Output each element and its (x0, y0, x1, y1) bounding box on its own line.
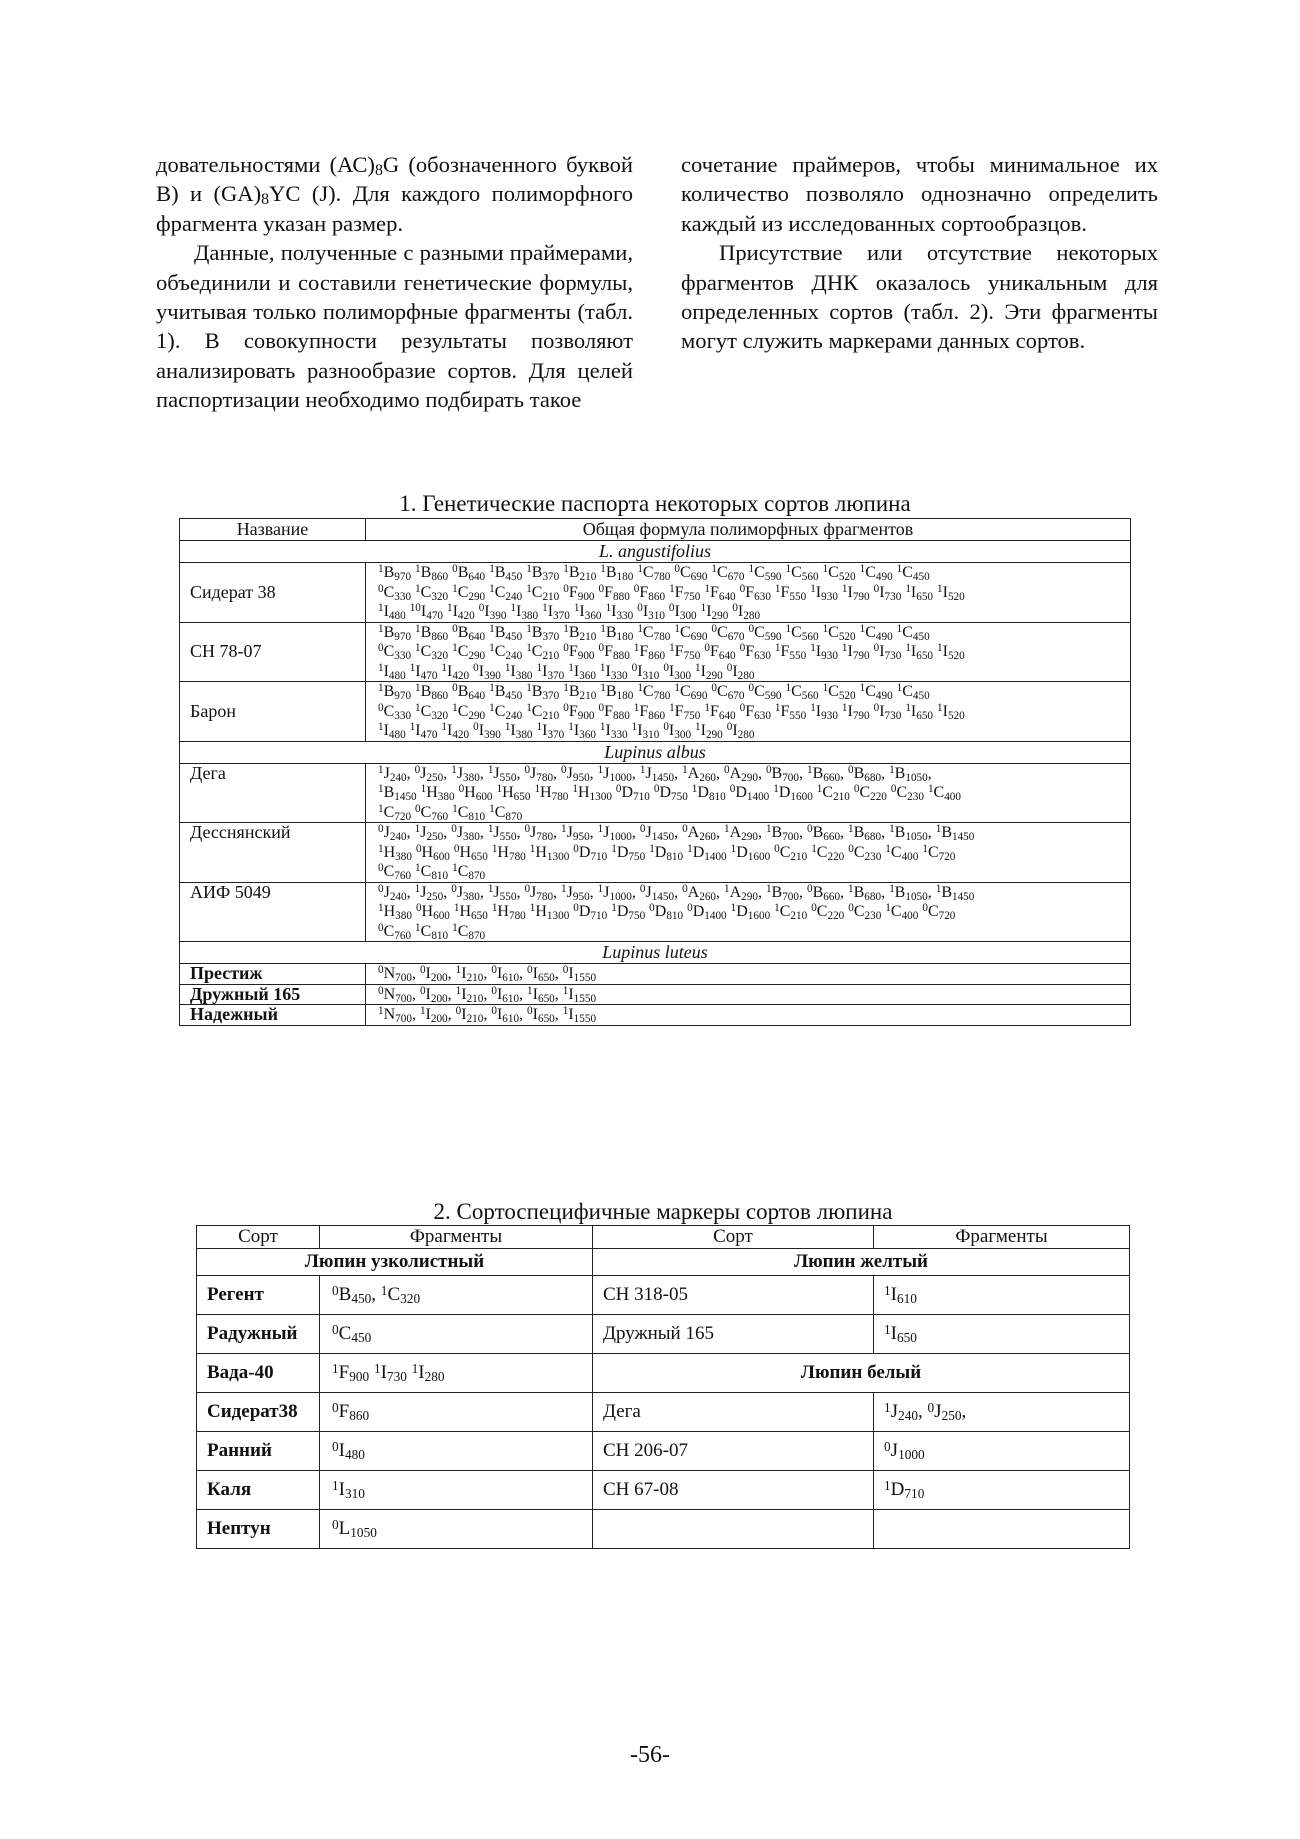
formula-line: $^0N_{700}$, $^0I_{200}$, $^1I_{210}$, $^0I_{610}$, $^1I_{650}$, $^1I_{1550}$ (378, 984, 597, 1005)
cultivar-name: Десснянский (180, 823, 366, 883)
table-header-row (180, 519, 1131, 541)
genetic-formula (366, 622, 1131, 682)
marker-fragments: 1J240, 0J250, (874, 1393, 1130, 1432)
cultivar-name: Престиж (180, 964, 366, 985)
formula-line: $^0C_{760}$ $^1C_{810}$ $^1C_{870}$ (378, 862, 486, 882)
cultivar-name: Дружный 165 (180, 984, 366, 1005)
paragraph: довательностями $(АС)_8G$ (обозначенного буквой В) и $(GA)_8YC$ (J). Для каждого полиморфного фрагмента указан размер. (156, 152, 633, 236)
right-column (681, 150, 1158, 415)
cultivar-markers-table (196, 1225, 1130, 1549)
species-section-row (180, 541, 1131, 563)
table-row (197, 1276, 1130, 1315)
species-name: Lupinus luteus (180, 942, 1131, 964)
cultivar-name: Дега (180, 763, 366, 823)
species-section-row (180, 741, 1131, 763)
table-row (180, 823, 1131, 883)
formula-line: $^0C_{330}$ $^1C_{320}$ $^1C_{290}$ $^1C_{240}$ $^1C_{210}$ $^0F_{900}$ $^0F_{880}$ $^0F_{860}$ $^1F_{750}$ $^1F_{640}$ $^0F_{630}$ $^1F_{550}$ $^1I_{930}$ $^1I_{790}$ $^0I_{730}$ $^1I_{650}$ $^1I_{520}$ (378, 582, 965, 603)
cultivar-name: СН 78-07 (180, 622, 366, 682)
formula-line: $^1I_{480}$ $^{10}I_{470}$ $^1I_{420}$ $^0I_{390}$ $^1I_{380}$ $^1I_{370}$ $^1I_{360}$ $^1I_{330}$ $^0I_{310}$ $^0I_{300}$ $^1I_{290}$ $^0I_{280}$ (378, 602, 761, 622)
marker-fragments: 1I310 (320, 1471, 593, 1510)
column-header: Фрагменты (874, 1226, 1130, 1249)
table-row (180, 563, 1131, 623)
table-row (180, 622, 1131, 682)
table-row (180, 763, 1131, 823)
formula-line: $^1J_{240}$, $^0J_{250}$, $^1J_{380}$, $^1J_{550}$, $^0J_{780}$, $^0J_{950}$, $^1J_{1000}$, $^1J_{1450}$, $^1A_{260}$, $^0A_{290}$, $^0B_{700}$, $^1B_{660}$, $^0B_{680}$, $^1B_{1050}$, (378, 763, 932, 784)
left-column (156, 150, 633, 415)
species-name: Lupinus albus (180, 741, 1131, 763)
marker-fragments: 0B450, 1C320 (320, 1276, 593, 1315)
cultivar-name: Дружный 165 (593, 1315, 874, 1354)
table1-caption: 1. Генетические паспорта некоторых сортов люпина (399, 491, 911, 516)
marker-fragments: 0L1050 (320, 1510, 593, 1549)
genetic-formula (366, 763, 1131, 823)
column-header: Общая формула полиморфных фрагментов (366, 519, 1131, 541)
column-header: Фрагменты (320, 1226, 593, 1249)
genetic-formula (366, 1005, 1131, 1026)
table-row (197, 1315, 1130, 1354)
cultivar-name: Радужный (197, 1315, 320, 1354)
genetic-passports-table (179, 518, 1131, 1026)
genetic-formula (366, 563, 1131, 623)
table-row (180, 984, 1131, 1005)
species-section-row (180, 942, 1131, 964)
formula-line: $^0J_{240}$, $^1J_{250}$, $^0J_{380}$, $^1J_{550}$, $^0J_{780}$, $^1J_{950}$, $^1J_{1000}$, $^0J_{1450}$, $^0A_{260}$, $^1A_{290}$, $^1B_{700}$, $^0B_{660}$, $^1B_{680}$, $^1B_{1050}$, $^1B_{1450}$ (378, 882, 975, 903)
genetic-formula (366, 823, 1131, 883)
formula-line: $^0C_{760}$ $^1C_{810}$ $^1C_{870}$ (378, 921, 486, 942)
marker-fragments: 1I650 (874, 1315, 1130, 1354)
table-header-row (197, 1226, 1130, 1249)
cultivar-name: СН 67-08 (593, 1471, 874, 1510)
column-header: Сорт (197, 1226, 320, 1249)
genetic-formula (366, 964, 1131, 985)
paragraph: Присутствие или отсутствие некоторых фрагментов ДНК оказалось уникальным для определенных сортов (табл. 2). Эти фрагменты могут служить маркерами данных сортов. (681, 240, 1158, 354)
formula-line: $^0J_{240}$, $^1J_{250}$, $^0J_{380}$, $^1J_{550}$, $^0J_{780}$, $^1J_{950}$, $^1J_{1000}$, $^0J_{1450}$, $^0A_{260}$, $^1A_{290}$, $^1B_{700}$, $^0B_{660}$, $^1B_{680}$, $^1B_{1050}$, $^1B_{1450}$ (378, 823, 975, 843)
formula-line: $^1H_{380}$ $^0H_{600}$ $^0H_{650}$ $^1H_{780}$ $^1H_{1300}$ $^0D_{710}$ $^1D_{750}$ $^1D_{810}$ $^1D_{1400}$ $^1D_{1600}$ $^0C_{210}$ $^1C_{220}$ $^0C_{230}$ $^1C_{400}$ $^1C_{720}$ (378, 842, 956, 863)
cultivar-name: Барон (180, 682, 366, 742)
section-row (197, 1249, 1130, 1276)
table-body (197, 1249, 1130, 1549)
genetic-formula (366, 984, 1131, 1005)
cultivar-name: Нептун (197, 1510, 320, 1549)
column-header: Название (180, 519, 366, 541)
marker-fragments: 0C450 (320, 1315, 593, 1354)
cultivar-name: Сидерат 38 (180, 563, 366, 623)
formula-line: $^0N_{700}$, $^0I_{200}$, $^1I_{210}$, $^0I_{610}$, $^0I_{650}$, $^0I_{1550}$ (378, 964, 597, 984)
paragraph: сочетание праймеров, чтобы минимальное их количество позволяло однозначно определить каждый из исследованных сортообразцов. (681, 152, 1158, 236)
formula-line: $^1I_{480}$ $^1I_{470}$ $^1I_{420}$ $^0I_{390}$ $^1I_{380}$ $^1I_{370}$ $^1I_{360}$ $^1I_{330}$ $^0I_{310}$ $^0I_{300}$ $^1I_{290}$ $^0I_{280}$ (378, 661, 755, 682)
table-row (180, 682, 1131, 742)
body-text (156, 150, 1158, 415)
marker-fragments: 1D710 (874, 1471, 1130, 1510)
cultivar-name: Надежный (180, 1005, 366, 1026)
formula-line: $^0C_{330}$ $^1C_{320}$ $^1C_{290}$ $^1C_{240}$ $^1C_{210}$ $^0F_{900}$ $^0F_{880}$ $^1F_{860}$ $^1F_{750}$ $^0F_{640}$ $^0F_{630}$ $^1F_{550}$ $^1I_{930}$ $^1I_{790}$ $^0I_{730}$ $^1I_{650}$ $^1I_{520}$ (378, 642, 965, 662)
formula-line: $^1B_{970}$ $^1B_{860}$ $^0B_{640}$ $^1B_{450}$ $^1B_{370}$ $^1B_{210}$ $^1B_{180}$ $^1C_{780}$ $^0C_{690}$ $^1C_{670}$ $^1C_{590}$ $^1C_{560}$ $^1C_{520}$ $^1C_{490}$ $^1C_{450}$ (378, 563, 930, 583)
cultivar-name: АИФ 5049 (180, 882, 366, 942)
formula-line: $^1B_{970}$ $^1B_{860}$ $^0B_{640}$ $^1B_{450}$ $^1B_{370}$ $^1B_{210}$ $^1B_{180}$ $^1C_{780}$ $^1C_{690}$ $^0C_{670}$ $^0C_{590}$ $^1C_{560}$ $^1C_{520}$ $^1C_{490}$ $^1C_{450}$ (378, 682, 930, 702)
formula-line: $^1B_{970}$ $^1B_{860}$ $^0B_{640}$ $^1B_{450}$ $^1B_{370}$ $^1B_{210}$ $^1B_{180}$ $^1C_{780}$ $^1C_{690}$ $^0C_{670}$ $^0C_{590}$ $^1C_{560}$ $^1C_{520}$ $^1C_{490}$ $^1C_{450}$ (378, 622, 930, 643)
formula-line: $^1B_{1450}$ $^1H_{380}$ $^0H_{600}$ $^1H_{650}$ $^1H_{780}$ $^1H_{1300}$ $^0D_{710}$ $^0D_{750}$ $^1D_{810}$ $^0D_{1400}$ $^1D_{1600}$ $^1C_{210}$ $^0C_{220}$ $^0C_{230}$ $^1C_{400}$ (378, 783, 961, 803)
cultivar-name: Дега (593, 1393, 874, 1432)
section-title: Люпин желтый (593, 1249, 1130, 1276)
marker-fragments: 0I480 (320, 1432, 593, 1471)
marker-fragments: 1I610 (874, 1276, 1130, 1315)
cultivar-name: Каля (197, 1471, 320, 1510)
genetic-formula (366, 882, 1131, 942)
formula-line: $^1C_{720}$ $^0C_{760}$ $^1C_{810}$ $^1C_{870}$ (378, 802, 523, 823)
formula-line: $^1H_{380}$ $^0H_{600}$ $^1H_{650}$ $^1H_{780}$ $^1H_{1300}$ $^0D_{710}$ $^1D_{750}$ $^0D_{810}$ $^0D_{1400}$ $^1D_{1600}$ $^1C_{210}$ $^0C_{220}$ $^0C_{230}$ $^1C_{400}$ $^0C_{720}$ (378, 902, 956, 922)
table-row (197, 1471, 1130, 1510)
table-row (197, 1510, 1130, 1549)
section-title: Люпин узколистный (197, 1249, 593, 1276)
column-header: Сорт (593, 1226, 874, 1249)
page-number: -56- (630, 1742, 670, 1768)
cultivar-name: Сидерат38 (197, 1393, 320, 1432)
cultivar-name: СН 206-07 (593, 1432, 874, 1471)
marker-fragments: 0F860 (320, 1393, 593, 1432)
formula-line: $^0C_{330}$ $^1C_{320}$ $^1C_{290}$ $^1C_{240}$ $^1C_{210}$ $^0F_{900}$ $^0F_{880}$ $^1F_{860}$ $^1F_{750}$ $^1F_{640}$ $^0F_{630}$ $^1F_{550}$ $^1I_{930}$ $^1I_{790}$ $^0I_{730}$ $^1I_{650}$ $^1I_{520}$ (378, 701, 965, 722)
table-row (180, 964, 1131, 985)
cultivar-name: Вада-40 (197, 1354, 320, 1393)
empty-cell (593, 1510, 874, 1549)
formula-line: 1N700, 1I200, 0I210, 0I610, 0I650, 1I1550 (378, 1005, 597, 1025)
table2-caption: 2. Сортоспецифичные маркеры сортов люпина (433, 1199, 893, 1224)
cultivar-name: СН 318-05 (593, 1276, 874, 1315)
genetic-formula (366, 682, 1131, 742)
section-title: Люпин белый (593, 1354, 1130, 1393)
table-row (197, 1393, 1130, 1432)
marker-fragments: 1F900 1I730 1I280 (320, 1354, 593, 1393)
empty-cell (874, 1510, 1130, 1549)
table-row (180, 882, 1131, 942)
table-body (180, 541, 1131, 1026)
table-row (180, 1005, 1131, 1026)
paragraph: Данные, полученные с разными праймерами, объединили и составили генетические формулы, учитывая только полиморфные фрагменты (табл. 1). В совокупности результаты позволяют анализировать разнообразие сортов. Для целей паспортизации необходимо подбирать такое (156, 240, 633, 413)
species-name: L. angustifolius (180, 541, 1131, 563)
table-row (197, 1432, 1130, 1471)
table-row (197, 1354, 1130, 1393)
cultivar-name: Ранний (197, 1432, 320, 1471)
formula-line: $^1I_{480}$ $^1I_{470}$ $^1I_{420}$ $^0I_{390}$ $^1I_{380}$ $^1I_{370}$ $^1I_{360}$ $^1I_{330}$ $^1I_{310}$ $^0I_{300}$ $^1I_{290}$ $^0I_{280}$ (378, 721, 755, 741)
cultivar-name: Регент (197, 1276, 320, 1315)
marker-fragments: 0J1000 (874, 1432, 1130, 1471)
